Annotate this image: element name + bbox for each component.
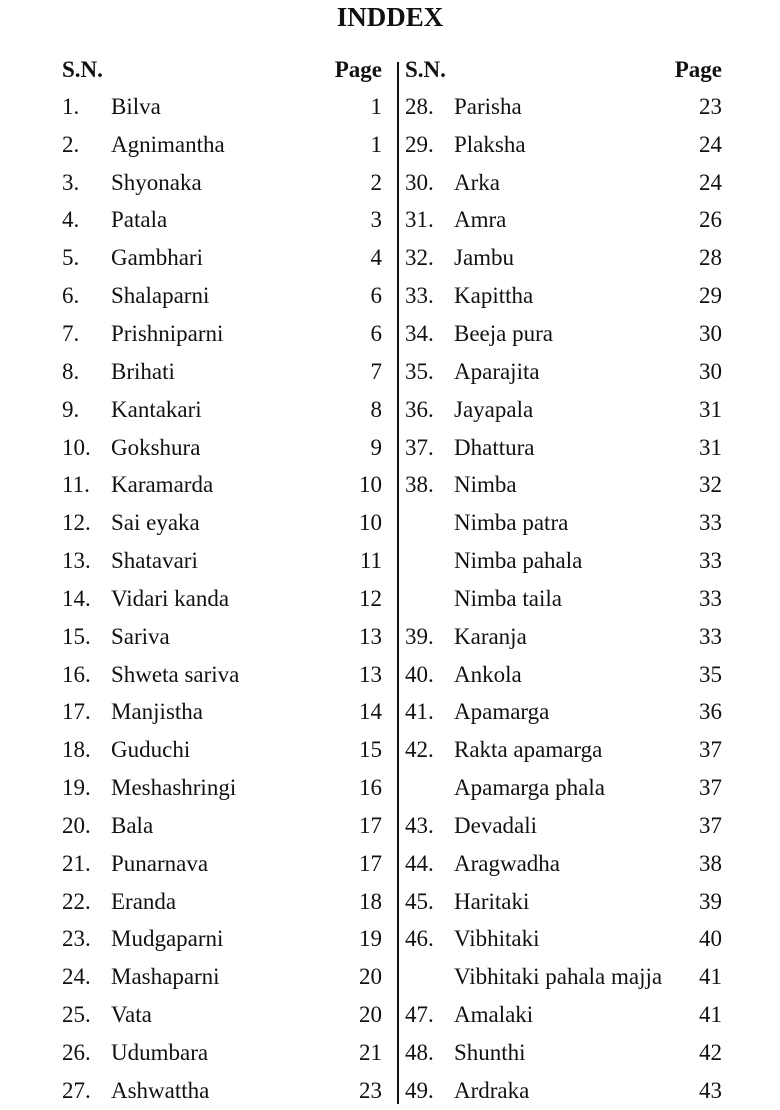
- entry-number: 37.: [405, 434, 434, 460]
- entry-number: 2.: [62, 131, 80, 157]
- entry-page: 6: [370, 320, 382, 346]
- entry-name: Nimba patra: [454, 510, 569, 536]
- entry-name: Sariva: [111, 623, 170, 649]
- entry-page: 40: [699, 926, 722, 952]
- entry-page: 43: [699, 1077, 722, 1103]
- entry-page: 4: [370, 245, 382, 271]
- entry-page: 24: [699, 131, 722, 157]
- entry-name: Mudgaparni: [111, 926, 224, 952]
- page-header: Page: [334, 57, 382, 82]
- entry-name: Sai eyaka: [111, 510, 200, 536]
- entry-number: 30.: [405, 169, 434, 195]
- index-entry: [405, 1072, 722, 1110]
- entry-name: Jambu: [454, 245, 515, 271]
- entry-name: Patala: [111, 207, 168, 233]
- entry-name: Kapittha: [454, 283, 534, 309]
- entry-name: Beeja pura: [454, 320, 553, 346]
- entry-number: 32.: [405, 245, 434, 271]
- entry-page: 3: [370, 207, 382, 233]
- entry-number: 39.: [405, 623, 434, 649]
- entry-name: Agnimantha: [111, 131, 225, 157]
- entry-number: 10.: [62, 434, 91, 460]
- entry-page: 8: [370, 396, 382, 422]
- entry-page: 31: [699, 396, 722, 422]
- entry-number: 46.: [405, 926, 434, 952]
- entry-name: Kantakari: [111, 396, 202, 422]
- entry-page: 33: [699, 585, 722, 611]
- entry-number: 3.: [62, 169, 80, 195]
- entry-page: 39: [699, 888, 722, 914]
- entry-page: 11: [359, 548, 382, 574]
- entry-number: 19.: [62, 775, 91, 801]
- entry-page: 6: [370, 283, 382, 309]
- entry-number: 42.: [405, 737, 434, 763]
- index-entry: [405, 239, 722, 277]
- entry-name: Plaksha: [454, 131, 526, 157]
- entry-number: 5.: [62, 245, 80, 271]
- index-entry: [62, 542, 382, 580]
- entry-number: 6.: [62, 283, 80, 309]
- index-entry: [405, 807, 722, 845]
- entry-page: 42: [699, 1040, 722, 1066]
- entry-name: Devadali: [454, 812, 538, 838]
- index-entry: [405, 164, 722, 202]
- entry-number: 17.: [62, 699, 91, 725]
- entry-number: 31.: [405, 207, 434, 233]
- entry-number: 44.: [405, 850, 434, 876]
- entry-name: Haritaki: [454, 888, 530, 914]
- entry-name: Vibhitaki: [454, 926, 540, 952]
- entry-page: 37: [699, 775, 722, 801]
- index-entry: [62, 656, 382, 694]
- entry-page: 30: [699, 320, 722, 346]
- entry-number: 12.: [62, 510, 91, 536]
- index-entry: [405, 504, 722, 542]
- entry-page: 18: [359, 888, 382, 914]
- entry-number: 36.: [405, 396, 434, 422]
- entry-number: 26.: [62, 1040, 91, 1066]
- entry-name: Nimba taila: [454, 585, 562, 611]
- entry-page: 1: [370, 131, 382, 157]
- entry-page: 17: [359, 812, 382, 838]
- entry-number: 27.: [62, 1077, 91, 1103]
- entry-number: 35.: [405, 358, 434, 384]
- index-entry: [405, 921, 722, 959]
- entry-name: Rakta apamarga: [454, 737, 603, 763]
- entry-number: 48.: [405, 1040, 434, 1066]
- index-entry: [405, 315, 722, 353]
- entry-name: Manjistha: [111, 699, 203, 725]
- index-entry: [405, 542, 722, 580]
- entry-number: 14.: [62, 585, 91, 611]
- entry-number: 21.: [62, 850, 91, 876]
- index-entry: [62, 429, 382, 467]
- entry-name: Vidari kanda: [111, 585, 230, 611]
- index-entry: [405, 618, 722, 656]
- entry-name: Vibhitaki pahala majja: [454, 964, 663, 990]
- index-entry: [405, 958, 722, 996]
- entry-number: 25.: [62, 1002, 91, 1028]
- index-entry: [62, 580, 382, 618]
- index-entry: [62, 807, 382, 845]
- entry-page: 21: [359, 1040, 382, 1066]
- entry-page: 23: [699, 93, 722, 119]
- index-column-left: [62, 52, 382, 1110]
- index-entry: [405, 126, 722, 164]
- entry-page: 24: [699, 169, 722, 195]
- index-entry: [62, 694, 382, 732]
- entry-number: 47.: [405, 1002, 434, 1028]
- entry-page: 17: [359, 850, 382, 876]
- index-entry: [405, 88, 722, 126]
- entry-name: Punarnava: [111, 850, 209, 876]
- entry-name: Prishniparni: [111, 320, 224, 346]
- entry-name: Jayapala: [454, 396, 534, 422]
- index-entry: [405, 883, 722, 921]
- index-entry: [62, 391, 382, 429]
- entry-number: 41.: [405, 699, 434, 725]
- entry-page: 7: [370, 358, 382, 384]
- entry-name: Karamarda: [111, 472, 214, 498]
- index-entry: [62, 958, 382, 996]
- entry-number: 1.: [62, 93, 80, 119]
- entry-name: Vata: [111, 1002, 152, 1028]
- entry-page: 37: [699, 737, 722, 763]
- index-entry: [62, 504, 382, 542]
- page-title: INDDEX: [336, 2, 444, 32]
- entry-name: Gambhari: [111, 245, 203, 271]
- sn-header: S.N.: [405, 57, 446, 82]
- entry-name: Dhattura: [454, 434, 535, 460]
- entry-page: 31: [699, 434, 722, 460]
- index-entry: [62, 239, 382, 277]
- entry-name: Amalaki: [454, 1002, 534, 1028]
- entry-number: 16.: [62, 661, 91, 687]
- entry-page: 41: [699, 1002, 722, 1028]
- entry-page: 37: [699, 812, 722, 838]
- entry-name: Shyonaka: [111, 169, 202, 195]
- entry-page: 15: [359, 737, 382, 763]
- index-entry: [405, 580, 722, 618]
- column-divider: [397, 62, 399, 1104]
- entry-page: 32: [699, 472, 722, 498]
- entry-page: 13: [359, 661, 382, 687]
- index-entry: [405, 202, 722, 240]
- entry-number: 34.: [405, 320, 434, 346]
- entry-page: 2: [370, 169, 382, 195]
- index-entry: [62, 466, 382, 504]
- index-entry: [62, 353, 382, 391]
- index-entry: [62, 769, 382, 807]
- entry-number: 7.: [62, 320, 80, 346]
- entry-page: 10: [359, 472, 382, 498]
- index-entry: [62, 315, 382, 353]
- entry-number: 11.: [62, 472, 90, 498]
- page-header: Page: [674, 57, 722, 82]
- index-entry: [405, 353, 722, 391]
- column-header: [405, 52, 722, 88]
- entry-page: 20: [359, 964, 382, 990]
- entry-name: Apamarga: [454, 699, 550, 725]
- entry-page: 14: [359, 699, 382, 725]
- entry-name: Amra: [454, 207, 507, 233]
- entry-name: Apamarga phala: [454, 775, 605, 801]
- entry-number: 13.: [62, 548, 91, 574]
- entry-page: 12: [359, 585, 382, 611]
- index-entry: [405, 277, 722, 315]
- entry-number: 18.: [62, 737, 91, 763]
- index-entry: [62, 618, 382, 656]
- index-entry: [62, 996, 382, 1034]
- entry-number: 20.: [62, 812, 91, 838]
- entry-name: Karanja: [454, 623, 527, 649]
- entry-number: 49.: [405, 1077, 434, 1103]
- entry-number: 43.: [405, 812, 434, 838]
- entry-page: 28: [699, 245, 722, 271]
- index-entry: [62, 1034, 382, 1072]
- entry-page: 20: [359, 1002, 382, 1028]
- index-entry: [62, 88, 382, 126]
- entry-name: Ashwattha: [111, 1077, 210, 1103]
- entry-page: 33: [699, 510, 722, 536]
- entry-name: Guduchi: [111, 737, 191, 763]
- index-entry: [405, 1034, 722, 1072]
- index-entry: [405, 731, 722, 769]
- entry-page: 35: [699, 661, 722, 687]
- entry-page: 16: [359, 775, 382, 801]
- index-entry: [405, 656, 722, 694]
- entry-name: Aragwadha: [454, 850, 561, 876]
- entry-page: 33: [699, 548, 722, 574]
- entry-page: 41: [699, 964, 722, 990]
- entry-name: Nimba: [454, 472, 517, 498]
- entry-name: Shunthi: [454, 1040, 526, 1066]
- entry-name: Shweta sariva: [111, 661, 240, 687]
- index-entry: [405, 466, 722, 504]
- entry-name: Brihati: [111, 358, 175, 384]
- sn-header: S.N.: [62, 57, 103, 82]
- entry-page: 29: [699, 283, 722, 309]
- index-entry: [62, 845, 382, 883]
- index-entry: [62, 126, 382, 164]
- entry-name: Aparajita: [454, 358, 540, 384]
- entry-number: 8.: [62, 358, 80, 384]
- entry-number: 33.: [405, 283, 434, 309]
- entry-name: Ardraka: [454, 1077, 530, 1103]
- index-column-right: [405, 52, 722, 1110]
- index-entry: [405, 429, 722, 467]
- entry-page: 38: [699, 850, 722, 876]
- entry-number: 9.: [62, 396, 80, 422]
- index-entry: [62, 1072, 382, 1110]
- entry-number: 24.: [62, 964, 91, 990]
- entry-name: Arka: [454, 169, 500, 195]
- entry-number: 45.: [405, 888, 434, 914]
- index-entry: [62, 277, 382, 315]
- entry-number: 40.: [405, 661, 434, 687]
- entry-name: Eranda: [111, 888, 177, 914]
- entry-name: Gokshura: [111, 434, 201, 460]
- entry-name: Nimba pahala: [454, 548, 583, 574]
- index-entry: [62, 164, 382, 202]
- entry-name: Parisha: [454, 93, 522, 119]
- index-entry: [62, 202, 382, 240]
- entry-name: Meshashringi: [111, 775, 237, 801]
- entry-page: 33: [699, 623, 722, 649]
- entry-name: Mashaparni: [111, 964, 220, 990]
- entry-page: 19: [359, 926, 382, 952]
- index-entry: [405, 845, 722, 883]
- entry-page: 23: [359, 1077, 382, 1103]
- index-entry: [405, 996, 722, 1034]
- entry-number: 15.: [62, 623, 91, 649]
- entry-number: 29.: [405, 131, 434, 157]
- entry-name: Ankola: [454, 661, 522, 687]
- entry-name: Shatavari: [111, 548, 198, 574]
- index-entry: [405, 694, 722, 732]
- entry-name: Udumbara: [111, 1040, 209, 1066]
- entry-name: Bala: [111, 812, 154, 838]
- entry-number: 28.: [405, 93, 434, 119]
- entry-page: 1: [370, 93, 382, 119]
- index-entry: [405, 769, 722, 807]
- index-entry: [62, 921, 382, 959]
- entry-name: Shalaparni: [111, 283, 210, 309]
- column-header: [62, 52, 382, 88]
- index-entry: [62, 731, 382, 769]
- entry-number: 23.: [62, 926, 91, 952]
- entry-page: 9: [370, 434, 382, 460]
- index-entry: [62, 883, 382, 921]
- entry-page: 13: [359, 623, 382, 649]
- entry-number: 4.: [62, 207, 80, 233]
- entry-page: 10: [359, 510, 382, 536]
- entry-page: 30: [699, 358, 722, 384]
- index-entry: [405, 391, 722, 429]
- entry-page: 36: [699, 699, 722, 725]
- entry-number: 38.: [405, 472, 434, 498]
- entry-page: 26: [699, 207, 722, 233]
- entry-number: 22.: [62, 888, 91, 914]
- entry-name: Bilva: [111, 93, 161, 119]
